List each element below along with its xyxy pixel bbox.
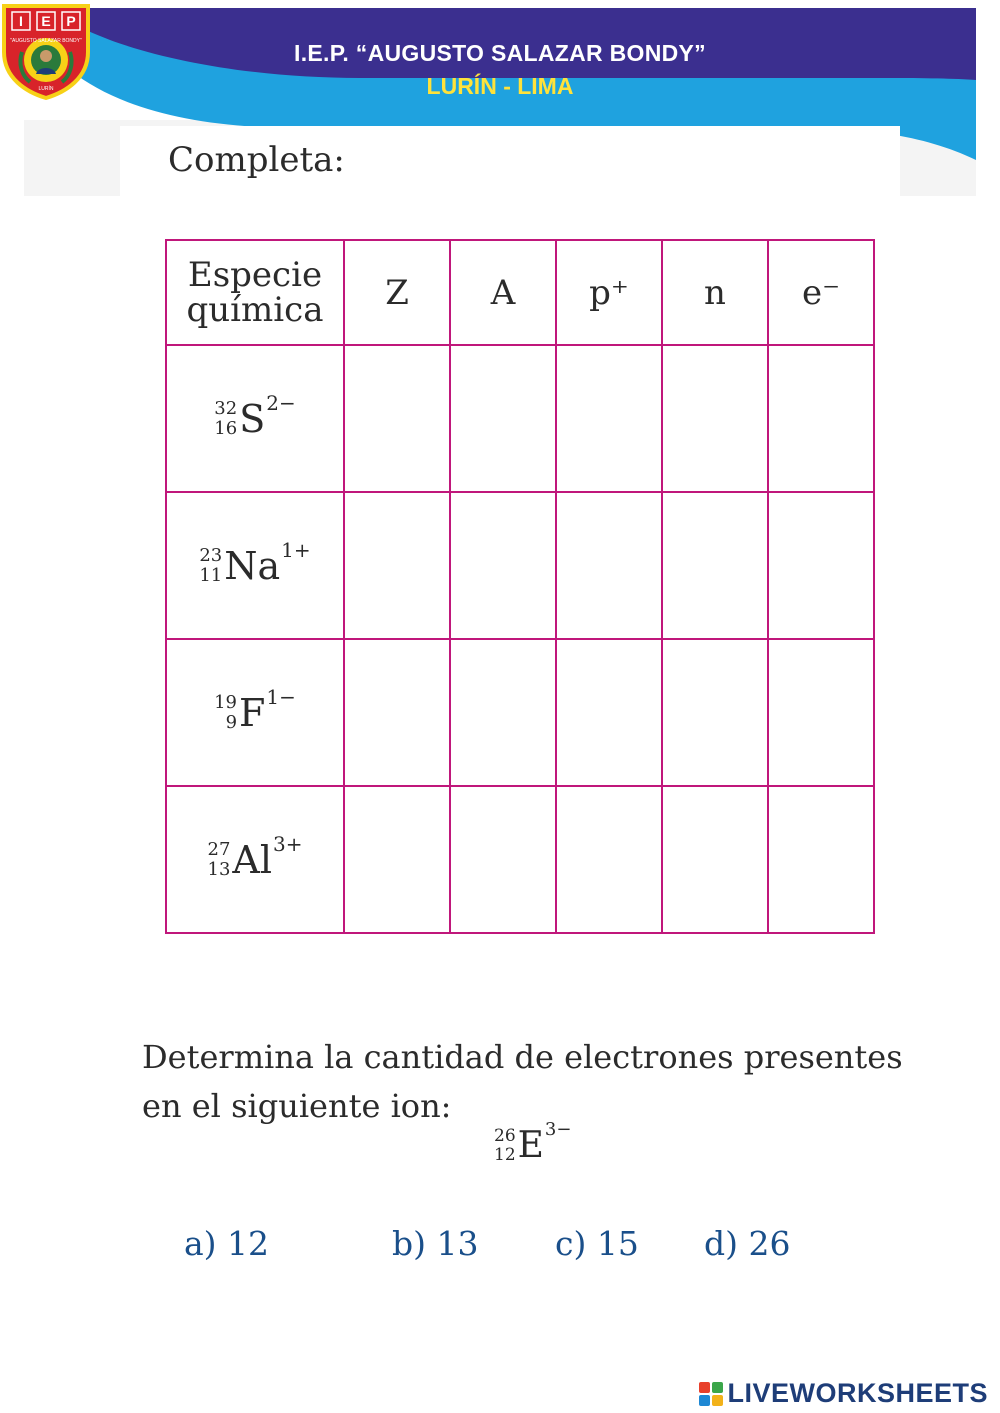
answer-cell-protons[interactable] xyxy=(556,492,662,639)
atomic-number: 16 xyxy=(214,417,238,439)
answer-cell-neutrons[interactable] xyxy=(662,345,768,492)
question-text: Determina la cantidad de electrones presentes en el siguiente ion: xyxy=(142,1038,903,1125)
answer-cell-protons[interactable] xyxy=(556,786,662,933)
answer-cell-a[interactable] xyxy=(450,345,556,492)
option-d[interactable]: d) 26 xyxy=(704,1224,791,1263)
nuclide-notation xyxy=(214,684,296,735)
logo-letter-p: P xyxy=(66,13,76,29)
answer-cell-protons[interactable] xyxy=(556,639,662,786)
table-row xyxy=(166,786,874,933)
element-symbol: Al xyxy=(232,837,273,882)
answer-cell-a[interactable] xyxy=(450,639,556,786)
table-row xyxy=(166,639,874,786)
school-crest-logo xyxy=(0,0,92,100)
species-table xyxy=(165,239,875,934)
nuclide-notation xyxy=(207,831,303,882)
atomic-number: 12 xyxy=(494,1145,516,1165)
answer-cell-electrons[interactable] xyxy=(768,492,874,639)
species-cell xyxy=(166,786,344,933)
school-location: LURÍN - LIMA xyxy=(426,73,574,99)
element-symbol: F xyxy=(239,690,266,735)
answer-cell-electrons[interactable] xyxy=(768,639,874,786)
banner-shape xyxy=(0,0,1000,200)
answer-cell-neutrons[interactable] xyxy=(662,639,768,786)
liveworksheets-logo-icon xyxy=(698,1381,724,1407)
species-cell xyxy=(166,345,344,492)
table-header-row xyxy=(166,240,874,345)
logo-place: LURÍN xyxy=(38,86,54,92)
header-a: A xyxy=(450,240,556,345)
option-a[interactable]: a) 12 xyxy=(184,1224,270,1263)
ion-charge: 1− xyxy=(266,684,296,709)
answer-cell-neutrons[interactable] xyxy=(662,492,768,639)
logo-letter-i: I xyxy=(19,13,23,29)
header-species-line1: Especie xyxy=(187,254,323,295)
mass-number: 26 xyxy=(494,1126,516,1146)
answer-cell-z[interactable] xyxy=(344,492,450,639)
species-cell xyxy=(166,492,344,639)
option-b[interactable]: b) 13 xyxy=(392,1224,479,1263)
ion-charge: 3+ xyxy=(273,831,303,856)
nuclide-notation xyxy=(199,537,311,588)
mass-number: 32 xyxy=(214,397,238,419)
table-row xyxy=(166,345,874,492)
answer-cell-protons[interactable] xyxy=(556,345,662,492)
mass-number: 19 xyxy=(214,691,238,713)
answer-cell-z[interactable] xyxy=(344,345,450,492)
mass-number: 27 xyxy=(207,838,231,860)
header-z: Z xyxy=(344,240,450,345)
answer-cell-electrons[interactable] xyxy=(768,345,874,492)
answer-cell-z[interactable] xyxy=(344,639,450,786)
atomic-number: 11 xyxy=(199,564,223,586)
header-banner xyxy=(0,0,1000,200)
header-electrons: e⁻ xyxy=(768,240,874,345)
option-c[interactable]: c) 15 xyxy=(555,1224,639,1263)
liveworksheets-brand xyxy=(698,1378,988,1409)
logo-letter-e: E xyxy=(41,13,51,29)
mass-number: 23 xyxy=(199,544,223,566)
header-species-line2: química xyxy=(186,289,324,330)
brand-name: LIVEWORKSHEETS xyxy=(727,1378,988,1408)
instruction-title: Completa: xyxy=(168,140,345,180)
species-cell xyxy=(166,639,344,786)
header-species xyxy=(166,240,344,345)
element-symbol: E xyxy=(517,1125,544,1166)
answer-cell-neutrons[interactable] xyxy=(662,786,768,933)
ion-charge: 2− xyxy=(266,390,296,415)
header-protons: p⁺ xyxy=(556,240,662,345)
element-symbol: S xyxy=(239,396,266,441)
school-name: I.E.P. “AUGUSTO SALAZAR BONDY” xyxy=(294,40,706,66)
element-symbol: Na xyxy=(224,543,281,588)
atomic-number: 13 xyxy=(207,858,231,880)
header-neutrons: n xyxy=(662,240,768,345)
table-row xyxy=(166,492,874,639)
question-ion xyxy=(494,1119,572,1166)
ion-charge: 3− xyxy=(544,1119,572,1140)
atomic-number: 9 xyxy=(225,711,238,733)
answer-cell-z[interactable] xyxy=(344,786,450,933)
logo-motto: "AUGUSTO SALAZAR BONDY" xyxy=(10,38,82,44)
answer-cell-a[interactable] xyxy=(450,492,556,639)
nuclide-notation xyxy=(494,1119,572,1166)
answer-cell-a[interactable] xyxy=(450,786,556,933)
answer-cell-electrons[interactable] xyxy=(768,786,874,933)
ion-charge: 1+ xyxy=(281,537,311,562)
nuclide-notation xyxy=(214,390,296,441)
